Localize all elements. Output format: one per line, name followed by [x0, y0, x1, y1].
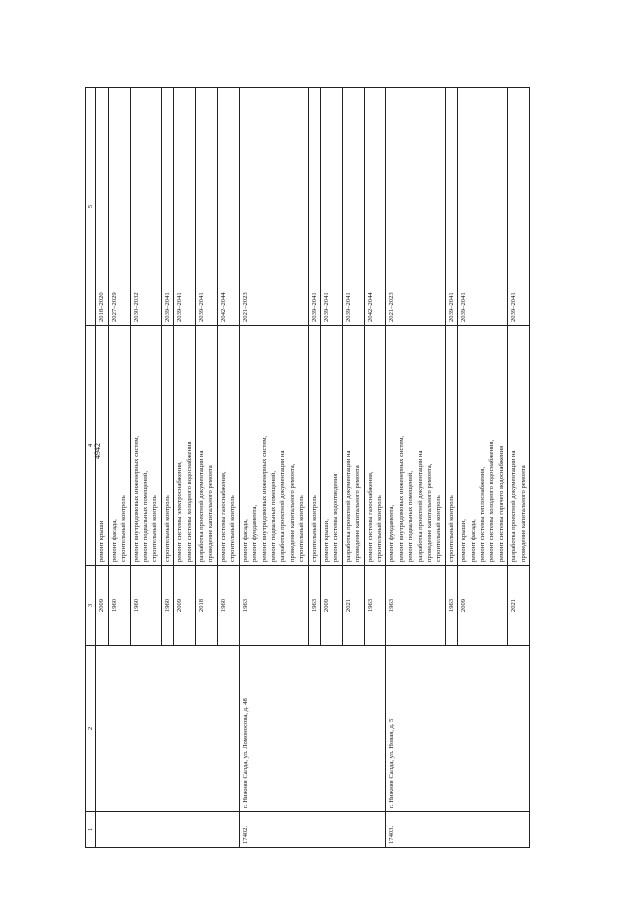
- year-cell: 1960: [130, 566, 161, 646]
- period-cell: 2039–2041: [161, 88, 173, 326]
- year-cell: 1960: [161, 566, 173, 646]
- work-types-cell: ремонт системы газоснабжения, строительный контроль: [217, 326, 239, 566]
- period-cell: 2039–2041: [458, 88, 508, 326]
- page-number: 4942: [93, 443, 102, 459]
- table-row: [386, 88, 445, 848]
- period-cell: 2039–2041: [342, 88, 364, 326]
- period-cell: 2021–2023: [239, 88, 308, 326]
- work-types-cell: строительный контроль: [445, 326, 457, 566]
- year-cell: 1963: [364, 566, 386, 646]
- column-header: 2: [86, 646, 96, 812]
- work-types-cell: ремонт крыши: [96, 326, 108, 566]
- period-cell: 2039–2041: [174, 88, 196, 326]
- row-number: 17403.: [386, 812, 530, 848]
- period-cell: 2018–2020: [96, 88, 108, 326]
- period-cell: 2021–2023: [386, 88, 445, 326]
- period-cell: 2039–2041: [308, 88, 320, 326]
- year-cell: 2009: [320, 566, 342, 646]
- year-cell: 2018: [196, 566, 218, 646]
- building-address: г. Нижняя Салда, ул. Новая, д. 5: [386, 646, 530, 812]
- work-types-cell: ремонт крыши, ремонт фасада, ремонт системы теплоснабжения, ремонт системы холодного водоснабжения, ремонт системы горячего водоснабжения: [458, 326, 508, 566]
- work-types-cell: ремонт системы газоснабжения, строительный контроль: [364, 326, 386, 566]
- year-cell: 2009: [174, 566, 196, 646]
- table-row: [239, 88, 308, 848]
- period-cell: 2039–2041: [320, 88, 342, 326]
- work-types-cell: ремонт фасада, ремонт фундамента, ремонт внутридомовых инженерных систем, ремонт подвальных помещений, разработка проектной документации на проведение капитального ремонта, строительный контроль: [239, 326, 308, 566]
- table-row: [96, 88, 108, 848]
- work-types-cell: ремонт фасада, строительный контроль: [108, 326, 130, 566]
- period-cell: 2039–2041: [196, 88, 218, 326]
- period-cell: 2030–2032: [130, 88, 161, 326]
- column-header: 5: [86, 88, 96, 326]
- column-header: 1: [86, 812, 96, 848]
- work-types-cell: строительный контроль: [308, 326, 320, 566]
- work-types-cell: ремонт внутридомовых инженерных систем, ремонт подвальных помещений, строительный контроль: [130, 326, 161, 566]
- column-header: 3: [86, 566, 96, 646]
- work-types-cell: разработка проектной документации на проведение капитального ремонта: [342, 326, 364, 566]
- year-cell: 2009: [458, 566, 508, 646]
- period-cell: 2042–2044: [364, 88, 386, 326]
- building-address: [96, 646, 239, 812]
- period-cell: 2039–2041: [508, 88, 530, 326]
- year-cell: 1963: [386, 566, 445, 646]
- capital-repair-table: [85, 87, 530, 848]
- work-types-cell: ремонт системы электроснабжения, ремонт системы холодного водоснабжения: [174, 326, 196, 566]
- year-cell: 2021: [342, 566, 364, 646]
- work-types-cell: разработка проектной документации на проведение капитального ремонта: [508, 326, 530, 566]
- year-cell: 2009: [96, 566, 108, 646]
- work-types-cell: ремонт крыши, ремонт системы водоотведения: [320, 326, 342, 566]
- work-types-cell: разработка проектной документации на проведение капитального ремонта: [196, 326, 218, 566]
- building-address: г. Нижняя Салда, ул. Ломоносова, д. 48: [239, 646, 386, 812]
- year-cell: 2021: [508, 566, 530, 646]
- row-number: 17402.: [239, 812, 386, 848]
- year-cell: 1960: [217, 566, 239, 646]
- work-types-cell: ремонт фундамента, ремонт внутридомовых инженерных систем, ремонт подвальных помещений, разработка проектной документации на проведение капитального ремонта, строительный контроль: [386, 326, 445, 566]
- year-cell: 1960: [108, 566, 130, 646]
- header-row: [86, 88, 96, 848]
- row-number: [96, 812, 239, 848]
- period-cell: 2042–2044: [217, 88, 239, 326]
- year-cell: 1963: [239, 566, 308, 646]
- period-cell: 2027–2029: [108, 88, 130, 326]
- rotated-table-container: [85, 88, 603, 848]
- column-header: 4: [86, 326, 96, 566]
- year-cell: 1963: [445, 566, 457, 646]
- work-types-cell: строительный контроль: [161, 326, 173, 566]
- year-cell: 1963: [308, 566, 320, 646]
- period-cell: 2039–2041: [445, 88, 457, 326]
